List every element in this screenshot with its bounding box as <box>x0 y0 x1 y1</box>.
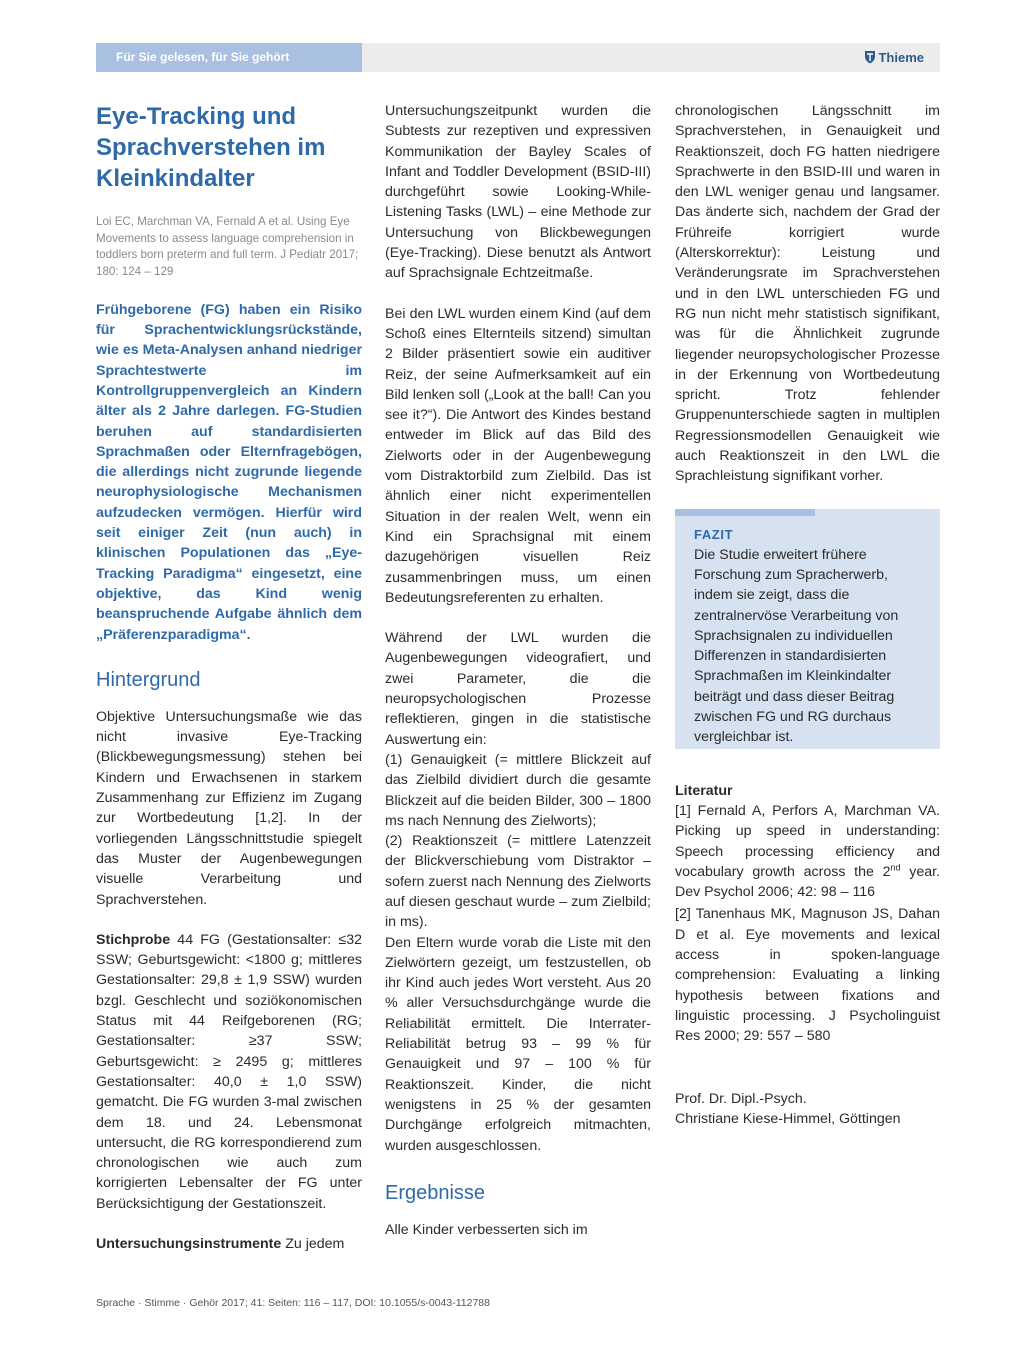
continued-paragraph: chronologischen Längsschnitt im Sprachverstehen, in Genauigkeit und Reaktionszeit, doch FG hatten niedrigere Sprachwerte in den BSID-III und waren in den LWL weniger genau und langsamer. Das änderte sich, nachdem der Grad der Frühreife korrigiert wurde (Alterskorrektur): Leistung und Veränderungsrate im Sprachverstehen und in den LWL unterschieden FG und RG nun nicht mehr statistisch signifikant, was für die Ähnlichkeit zugrunde liegender neuropsychologischer Prozesse in der Erkennung von Wortbedeutung spricht. Trotz fehlender Gruppenunterschiede sagten in multiplen Regressionsmodellen Genauigkeit wie auch Reaktionszeit in den LWL die Sprachleistung signifikant vorher. <box>675 103 940 485</box>
column-2 <box>385 101 651 1240</box>
paragraph-lwl-3: (1) Genauigkeit (= mittlere Blickzeit auf das Zielbild dividiert durch die gesamte Blickzeit auf die beiden Bilder, 300 – 1800 ms nach Nennung des Zielworts); <box>385 751 651 829</box>
reference-1-text-b: year. Dev Psychol 2006; 42: 98 – 116 <box>675 863 940 901</box>
text-stichprobe: 44 FG (Gestationsalter: ≤32 SSW; Geburtsgewicht: <1800 g; mittleres Gestationsalter: 29,8 ± 1,9 SSW) wurden bzgl. Geschlecht und soziökonomischen Status mit 44 Reifgeborenen (RG; Gestationsalter: ≥37 SSW; Geburtsgewicht: ≥ 2495 g; mittleres Gestationsalter: 40,0 ± 1,0 SSW) gematcht. Die FG wurden 3-mal zwischen dem 18. und 24. Lebensmonat untersucht, die RG korrespondierend zum chronologischen wie auch zum korrigierten Lebensalter der FG unter Berücksichtigung der Gestationszeit. <box>96 931 362 1212</box>
paragraph-hintergrund: Objektive Untersuchungsmaße wie das nicht invasive Eye-Tracking (Blickbewegungsmessung) stehen bei Kindern und Erwachsenen in starkem Zusammenhang zur Effizienz im Zugang zur Wortbedeutung [1,2]. In der vorliegenden Längsschnittstudie spiegelt das Muster der Augenbewegungen visuelle Verarbeitung und Sprachverstehen. <box>96 708 362 908</box>
label-instrumente: Untersuchungsinstrumente <box>96 1235 282 1252</box>
text-instrumente: Zu jedem <box>281 1235 345 1252</box>
column-3 <box>675 101 940 1129</box>
header-bar <box>96 43 940 72</box>
label-stichprobe: Stichprobe <box>96 931 171 948</box>
fazit-title: FAZIT <box>694 526 734 542</box>
footer-citation: Sprache · Stimme · Gehör 2017; 41: Seiten: 116 – 117, DOI: 10.1055/s-0043-112788 <box>96 1297 490 1309</box>
publisher-logo <box>864 43 924 72</box>
fazit-box <box>675 509 940 749</box>
paragraph-lwl-2: Während der LWL wurden die Augenbewegungen videografiert, und zwei Parameter, die die neuropsychologischen Prozesse reflektieren, gingen in die statistische Auswertung ein: <box>385 630 651 748</box>
heading-hintergrund: Hintergrund <box>96 668 201 691</box>
reference-1-text-a: [1] Fernald A, Perfors A, Marchman VA. Picking up speed in understanding: Speech processing efficiency and vocabulary growth across the 2 <box>675 802 940 880</box>
fazit-accent-stripe <box>675 509 815 516</box>
continued-paragraph: Untersuchungszeitpunkt wurden die Subtests zur rezeptiven und expressiven Kommunikation der Bayley Scales of Infant and Toddler Development (BSID-III) durchgeführt sowie Looking-While-Listening Tasks (LWL) – eine Methode zur Untersuchung von Blickbewegungen (Eye-Tracking). Diese benutzt als Antwort auf Sprachsignale Echtzeitmaße. <box>385 103 651 282</box>
literature-heading: Literatur <box>675 782 733 799</box>
author-name: Christiane Kiese-Himmel, Göttingen <box>675 1110 901 1127</box>
reference-2: [2] Tanenhaus MK, Magnuson JS, Dahan D et al. Eye movements and lexical access in spoken-language comprehension: Evaluating a linking hypothesis between fixations and linguistic processing. J Psycholinguist Res 2000; 29: 557 – 580 <box>675 906 940 1045</box>
heading-ergebnisse: Ergebnisse <box>385 1181 486 1204</box>
paragraph-lwl-1: Bei den LWL wurden einem Kind (auf dem Schoß eines Elternteils sitzend) simultan 2 Bilder präsentiert sowie ein auditiver Reiz, der seine Aufmerksamkeit auf ein Bild lenken soll („Look at the ball! Can you see it?“). Die Antwort des Kindes bestand entweder im Blick auf das Bild des Zielworts oder in der Augenbewegung vom Distraktorbild zum Zielbild. Das ist ähnlich einer nicht experimentellen Situation in der realen Welt, wenn ein Kind ein Sprachsignal mit einem dazugehörigen visuellen Reiz zusammenbringen muss, um einen Bedeutungsreferenten zu erhalten. <box>385 305 651 606</box>
paragraph-stichprobe <box>96 930 362 1214</box>
thieme-shield-icon <box>864 50 876 64</box>
paragraph-instrumente <box>96 1234 362 1254</box>
reference-1-sup: nd <box>890 862 901 873</box>
column-1 <box>96 100 362 1254</box>
paragraph-lwl-5: Den Eltern wurde vorab die Liste mit den Zielwörtern gezeigt, um festzustellen, ob ihr Kind auch jedes Wort versteht. Aus 20 % aller Versuchsdurchgänge wurde die Reliabilität ermittelt. Die Interrater-Reliabilität betrug 93 – 99 % für Genauigkeit und 97 – 100 % für Reaktionszeit. Kinder, die nicht wenigstens in 25 % der gesamten Durchgänge erfolgreich mitmachten, wurden ausgeschlossen. <box>385 934 651 1154</box>
lead-paragraph: Frühgeborene (FG) haben ein Risiko für Sprachentwicklungsrückstände, wie es Meta-Analysen anhand niedriger Sprachtestwerte im Kontrollgruppenvergleich an Kindern älter als 2 Jahre darlegen. FG-Studien beruhen auf standardisierten Sprachmaßen oder Elternfragebögen, die allerdings nicht zugrunde liegende neurophysiologische Mechanismen aufzudecken vermögen. Hierfür wird seit einiger Zeit (nun auch) in klinischen Populationen das „Eye-Tracking Paradigma“ eingesetzt, eine objektive, das Kind wenig beanspruchende Aufgabe ähnlich dem „Präferenzparadigma“. <box>96 301 362 643</box>
article-title: Eye-Tracking und Sprachverstehen im Kleinkindalter <box>96 103 326 192</box>
fazit-text: Die Studie erweitert frühere Forschung zum Spracherwerb, indem sie zeigt, dass die zentralnervöse Verarbeitung von Sprachsignalen zu individuellen Differenzen in standardisierten Sprachmaßen im Kleinkindalter beiträgt und dass dieser Beitrag zwischen FG und RG durchaus vergleichbar ist. <box>694 546 899 746</box>
author-block <box>675 1089 940 1130</box>
citation: Loi EC, Marchman VA, Fernald A et al. Using Eye Movements to assess language comprehension in toddlers born preterm and full term. J Pediatr 2017; 180: 124 – 129 <box>96 215 359 279</box>
reference-1 <box>675 801 940 902</box>
brand-name: Thieme <box>878 50 924 65</box>
paragraph-ergebnisse: Alle Kinder verbesserten sich im <box>385 1221 588 1238</box>
author-title: Prof. Dr. Dipl.-Psych. <box>675 1090 807 1107</box>
section-label: Für Sie gelesen, für Sie gehört <box>96 43 362 72</box>
paragraph-lwl-4: (2) Reaktionszeit (= mittlere Latenzzeit der Blickverschiebung vom Distraktor – sofern zuerst nach Nennung des Zielworts auf diesen geschaut wurde – zum Zielbild; in ms). <box>385 833 651 931</box>
